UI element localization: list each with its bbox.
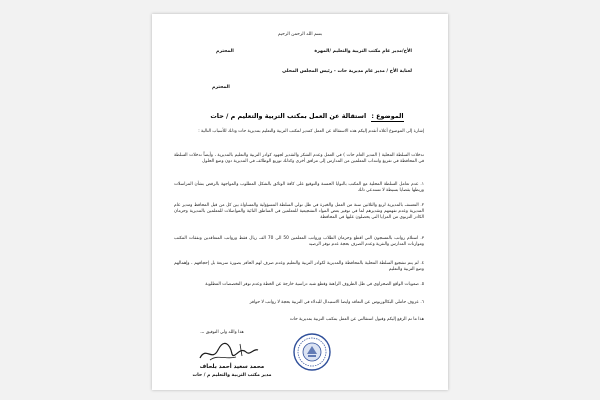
reason-text: صعوبات الواقع الصحراوي في ظل الظروف الراهنة وقطع شبه دراسية خارجة عن الخطة وعدم توفر التخصصات المطلوبة	[205, 282, 419, 287]
handwritten-signature-icon	[196, 340, 260, 364]
signer-title: مدير مكتب التربية والتعليم م / حات	[192, 373, 272, 378]
basmala: بسم الله الرحمن الرحيم	[277, 32, 323, 37]
reason-text: عزوف حاملي البكالوريوس عن التعاقد وايضا الاستبدال للبدلاء في التربية بحجة لا رواتب لا حوافز	[249, 300, 419, 305]
reason-text: عدم تعامل السلطة المحلية مع المكتب بالنوايا الحسنة والتوقيع على كافة الوثائق بالشكل المطلوب والمواجهة بالرفض بشأن المراسلات وربطها بقضايا بسيطة لا تستدعي ذلك	[174, 182, 424, 194]
reasons-intro-paragraph: تدخلات السلطة المحلية ( المدير العام حات ) في العمل وعدم الشكر والتقدير لجهود كوادر التربية والتعليم بالمديرية ، وأيضاً تدخلات السلطة في المحافظة في تفريغ وانتداب المعلمين من المدارس إلى مرافق أخرى وكذلك توزيع الوظائف في المديرية دون وضع الحلول	[174, 153, 424, 165]
recipient-line-2	[216, 69, 412, 74]
reason-number: ٦.	[418, 300, 424, 305]
reason-text: استلام رواتب بالمسجون التي اقطع وحرمان الطلاب ورواتب المعلمين 50 الى 70 الف ريال فقط ورواتب المتعاقدين ونفقات المكتب وموازنات المدارس والنثرية وعدم الصرف بحجة عدم توفر الرصيد	[174, 236, 424, 248]
reason-text: التعسف بالمديرية لربع والثلاثين سنة من العمل والخبرة في ظل تولي السلطة المسؤولية والمساواة بين كل من قبل المحافظ ومدير عام المديرية وعدم تفهمهم وتقديرهم لما في توفير بعض المواد التشجيعية للمعلمين في المناطق النائية والمواصلات للمعلمين بالمديرية وحرمان الكادر التربوي من المزايا التي يحصلون عليها في المحافظة	[174, 203, 424, 221]
reason-item	[174, 236, 424, 248]
recipient-1-honorific: المحترم	[216, 49, 234, 54]
reason-number: ٥.	[418, 282, 424, 287]
closing-paragraph: هذا ما تم الرفع إليكم وقبول استقالتي عن العمل بمكتب التربية بمديرية حات	[289, 317, 424, 322]
subject-text: استقالة عن العمل بمكتب التربية والتعليم م / حات	[210, 112, 367, 120]
reason-item	[174, 182, 424, 194]
recipient-line-1	[216, 49, 412, 54]
signoff-line: هذا والله ولي التوفيق ،،،	[200, 330, 244, 335]
reason-item	[174, 282, 424, 288]
intro-paragraph: إشارة إلى الموضوع أعلاه أتقدم إليكم هذه الاستقالة عن العمل كمدير لمكتب التربية والتعليم بمديرية حات وذلك للأسباب التالية :	[198, 129, 424, 134]
reason-number: ٣.	[418, 236, 424, 241]
reason-item	[174, 203, 424, 222]
recipient-line-2-honorific	[212, 85, 252, 90]
subject-line	[192, 112, 422, 120]
reason-number: ١.	[418, 182, 425, 187]
subject-label: الموضوع :	[371, 112, 404, 120]
reason-number: ٢.	[418, 203, 425, 208]
recipient-1-name: الأخ/مدير عام مكتب التربية والتعليم /المهرة	[314, 49, 412, 54]
recipient-2-honorific: المحترم	[212, 85, 230, 90]
reason-item	[174, 261, 424, 273]
recipient-2-name: لعناية الأخ / مدير عام مديرية حات - رئيس المجلس المحلي	[282, 69, 412, 74]
signer-name: محمد سعيد أحمد بلحاف	[199, 364, 265, 370]
reason-item	[174, 300, 424, 306]
letter-page	[152, 14, 448, 390]
reason-number: ٤.	[418, 261, 425, 266]
official-stamp-icon	[292, 332, 332, 372]
reason-text: لم يتم تشجيع السلطة المحلية بالمحافظة والمديرية لكوادر التربية والتعليم وعدم صرف لهم الحافز بصورة سريعة بل إحجافهم ، وإهمالهم وضع التربية والتعليم	[174, 261, 424, 273]
